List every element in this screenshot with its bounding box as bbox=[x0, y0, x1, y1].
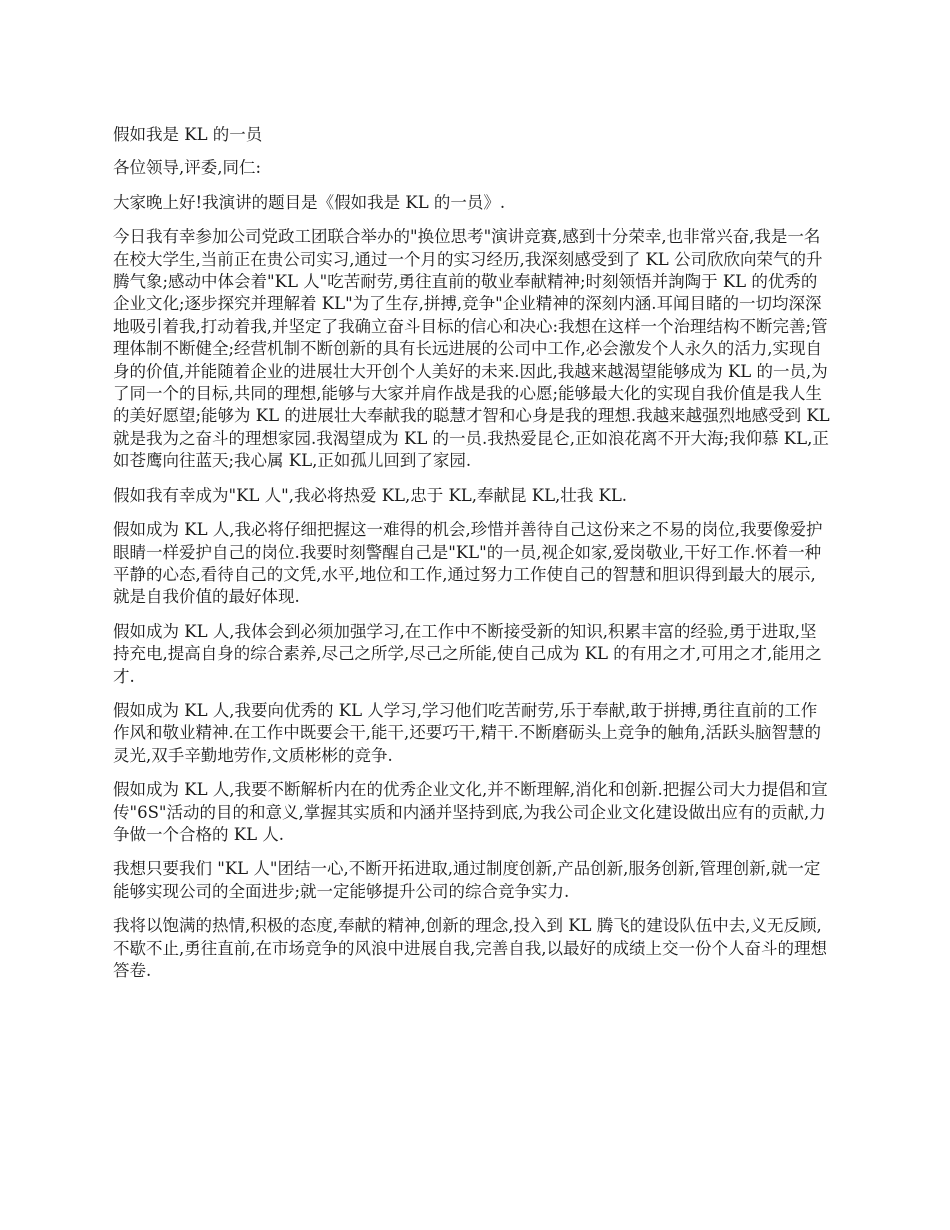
paragraph-pledge: 假如我有幸成为"KL 人",我必将热爱 KL,忠于 KL,奉献昆 KL,壮我 KL. bbox=[113, 485, 628, 505]
paragraph-learning: 假如成为 KL 人,我体会到必须加强学习,在工作中不断接受新的知识,积累丰富的经验,勇于进取,坚持充电,提高自身的综合素养,尽己之所学,尽己之所能,使自己成为 KL 的有用之才,可用之才,能用之才. bbox=[113, 621, 822, 686]
paragraph-greeting: 大家晚上好!我演讲的题目是《假如我是 KL 的一员》. bbox=[113, 192, 506, 212]
paragraph-introduction: 今日我有幸参加公司党政工团联合举办的"换位思考"演讲竞赛,感到十分荣幸,也非常兴奋,我是一名在校大学生,当前正在贵公司实习,通过一个月的实习经历,我深刻感受到了 KL 公司欣欣向荣气的升腾气象;感动中体会着"KL 人"吃苦耐劳,勇往直前的敬业奉献精神;时刻领悟并詢陶于 KL 的优秀的企业文化;逐步探究并理解着 KL"为了生存,拼搏,竞争"企业精神的深刻内涵.耳闻目睹的一切均深深地吸引着我,打动着我,并坚定了我确立奋斗目标的信心和决心:我想在这样一个治理结构不断完善;管理体制不断健全;经营机制不断创新的具有长远进展的公司中工作,必会激发个人永久的活力,实现自身的价值,并能随着企业的进展壮大开创个人美好的未来.因此,我越来越渴望能够成为 KL 的一员,为了同一个的目标,共同的理想,能够与大家并肩作战是我的心愿;能够最大化的实现自我价值是我人生的美好愿望;能够为 KL 的进展壮大奉献我的聪慧才智和心身是我的理想.我越来越强烈地感受到 KL 就是我为之奋斗的理想家园.我渴望成为 KL 的一员.我热爱昆仑,正如浪花离不开大海;我仰慕 KL,正如苍鹰向往蓝天;我心属 KL,正如孤儿回到了家园. bbox=[113, 227, 830, 471]
paragraph-corporate-culture: 假如成为 KL 人,我要不断解析内在的优秀企业文化,并不断理解,消化和创新.把握公司大力提倡和宣传"6S"活动的目的和意义,掌握其实质和内涵并坚持到底,为我公司企业文化建设做出应有的贡献,力争做一个合格的 KL 人. bbox=[113, 780, 828, 844]
paragraph-conclusion: 我将以饱满的热情,积极的态度,奉献的精神,创新的理念,投入到 KL 腾飞的建设队伍中去,义无反顾,不歇不止,勇往直前,在市场竞争的风浪中进展自我,完善自我,以最好的成绩上交一份个人奋斗的理想答卷. bbox=[113, 916, 827, 980]
salutation: 各位领导,评委,同仁: bbox=[113, 158, 262, 178]
document-title: 假如我是 KL 的一员 bbox=[113, 125, 263, 144]
paragraph-work-style: 假如成为 KL 人,我要向优秀的 KL 人学习,学习他们吃苦耐劳,乐于奉献,敢于拼搏,勇往直前的工作作风和敬业精神.在工作中既要会干,能干,还要巧干,精干.不断磨砺头上竞争的触角,活跃头脑智慧的灵光,双手辛勤地劳作,文质彬彬的竞争. bbox=[113, 700, 821, 765]
paragraph-unity: 我想只要我们 "KL 人"团结一心,不断开拓进取,通过制度创新,产品创新,服务创新,管理创新,就一定能够实现公司的全面进步;就一定能够提升公司的综合竞争实力. bbox=[113, 859, 821, 901]
paragraph-cherish-position: 假如成为 KL 人,我必将仔细把握这一难得的机会,珍惜并善待自己这份来之不易的岗位,我要像爱护眼睛一样爱护自己的岗位.我要时刻警醒自己是"KL"的一员,视企如家,爱岗敬业,干好工作.怀着一种平静的心态,看待自己的文凭,水平,地位和工作,通过努力工作使自己的智慧和胆识得到最大的展示,就是自我价值的最好体现. bbox=[113, 520, 823, 607]
